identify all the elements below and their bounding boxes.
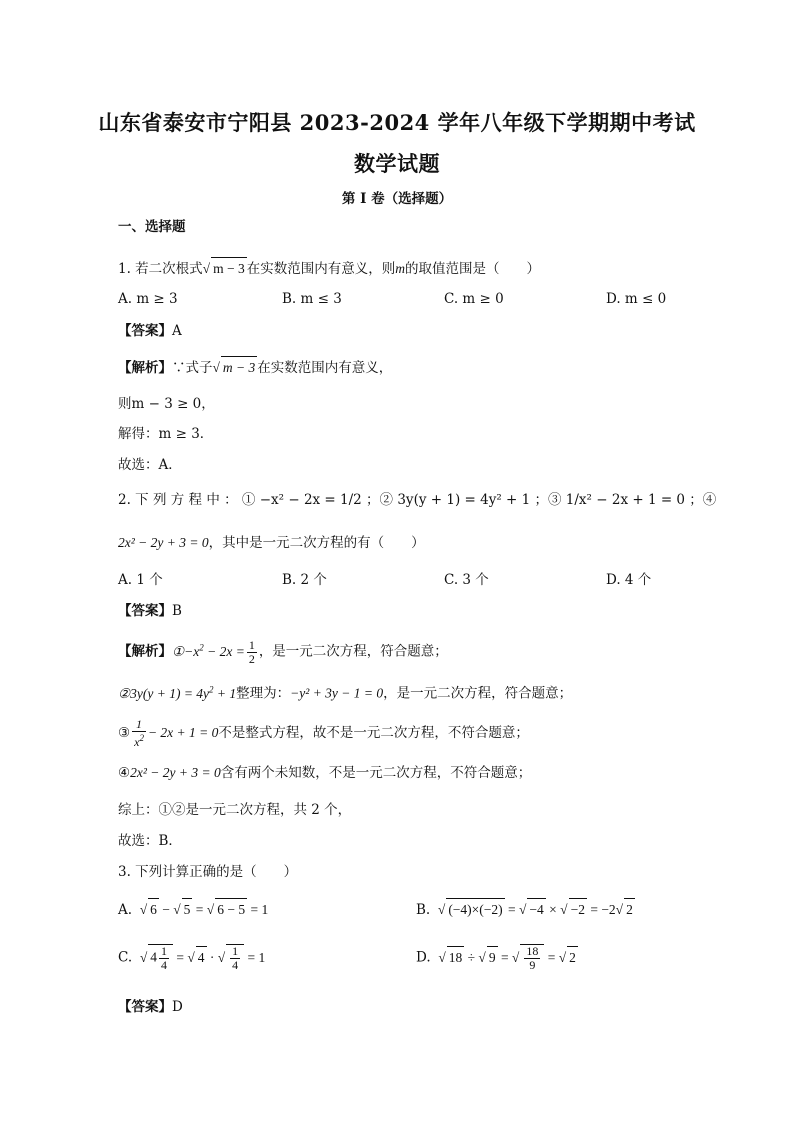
q3-stem: 3. 下列计算正确的是（ ） — [118, 864, 298, 880]
q1-analysis-radical: m − 3 — [221, 356, 257, 379]
q2-stem-post: ，其中是一元二次方程的有（ ） — [208, 535, 425, 551]
q1-option-d: D. m ≤ 0 — [606, 291, 667, 307]
q3-option-c: C. √ 4 $\frac{1}{4}$ = √ 4 · √ $\frac{1}{4}$ = 1 — [118, 944, 266, 972]
q1-analysis-post: 在实数范围内有意义， — [257, 360, 393, 376]
q1-stem-radical: m − 3 — [211, 257, 247, 280]
q1-conclusion: 故选：A． — [118, 457, 182, 473]
q3-option-d-label: D. — [416, 949, 431, 966]
part-heading: 第 I 卷（选择题） — [341, 191, 453, 207]
q1-option-a: A. m ≥ 3 — [118, 291, 178, 307]
q2-conclusion: 故选：B． — [118, 833, 182, 849]
q3-option-b: B. √ (−4)×(−2) = √ −4 × √ −2 = −2√ 2 — [416, 898, 635, 921]
q2-analysis-4-post: 含有两个未知数，不是一元二次方程，不符合题意； — [220, 765, 532, 781]
q2-analysis-1-post: ，是一元二次方程，符合题意； — [258, 643, 448, 660]
section-heading: 一、选择题 — [118, 219, 186, 235]
q2-stem-2 — [118, 532, 425, 554]
q2-analysis-4: ④2x² − 2y + 3 = 0含有两个未知数，不是一元二次方程，不符合题意； — [118, 765, 532, 781]
q2-analysis-2-mid: 整理为： — [236, 685, 291, 702]
q3-option-a-label: A. — [118, 902, 133, 918]
q2-analysis-3: ③ $\frac{1}{x^2}$ − 2x + 1 = 0不是整式方程，故不是一元二次方程，不符合题意； — [118, 717, 529, 749]
q1-analysis-1: 【解析】∵式子√ m − 3 在实数范围内有意义， — [118, 356, 392, 379]
q3-answer-value: D — [172, 999, 183, 1015]
q2-analysis-4-expr: 2x² − 2y + 3 = 0 — [130, 765, 221, 780]
q1-answer — [118, 320, 182, 342]
exam-title-line1: 山东省泰安市宁阳县 2023-2024 学年八年级下学期期中考试 — [98, 110, 696, 135]
answer-tag: 【答案】 — [118, 603, 172, 619]
q2-stem-1: 2. 下 列 方 程 中 ： ① −x² − 2x = 1/2 ；② 3y(y + 1) = 4y² + 1 ；③ 1/x² − 2x + 1 = 0 ；④ — [118, 492, 717, 508]
analysis-tag: 【解析】 — [118, 360, 172, 376]
q2-analysis-2-expr: −y² + 3y − 1 = 0 — [290, 685, 384, 701]
q1-option-b: B. m ≤ 3 — [282, 291, 342, 307]
q2-stem-expr: 2x² − 2y + 3 = 0 — [118, 535, 209, 550]
q2-analysis-2-post: ，是一元二次方程，符合题意； — [383, 685, 573, 702]
q1-stem-var: m — [395, 261, 405, 276]
q3-option-d: D. √ 18 ÷ √ 9 = √ $\frac{18}{9}$ = √ 2 — [416, 944, 576, 972]
q2-option-c: C. 3 个 — [444, 572, 489, 588]
q1-analysis-pre: ∵式子 — [172, 360, 213, 376]
q3-answer — [118, 996, 183, 1018]
q3-option-a: A. √ 6 − √ 5 = √ 6 − 5 = 1 — [118, 898, 268, 921]
q3-option-b-label: B. — [416, 902, 431, 918]
q3-option-c-label: C. — [118, 949, 133, 966]
q2-option-a: A. 1 个 — [118, 572, 163, 588]
q1-stem-pre: 1. 若二次根式 — [118, 261, 203, 277]
q1-stem-end: 的取值范围是（ ） — [404, 261, 540, 277]
q2-summary: 综上：①②是一元二次方程，共 2 个， — [118, 802, 352, 818]
q2-option-b: B. 2 个 — [282, 572, 327, 588]
q1-analysis-2: 则m − 3 ≥ 0， — [118, 396, 215, 412]
q1-analysis-3: 解得：m ≥ 3． — [118, 426, 214, 442]
answer-tag: 【答案】 — [118, 999, 172, 1015]
q1-option-c: C. m ≥ 0 — [444, 291, 504, 307]
q2-analysis-2: ②3y(y + $1) = 4y^2 + 1$整理为：−y² + 3y − 1 = 0，是一元二次方程，符合题意； — [118, 684, 573, 702]
q2-answer — [118, 600, 182, 622]
q1-answer-value: A — [172, 323, 182, 339]
q1-stem-post: 在实数范围内有意义，则 — [246, 261, 396, 277]
exam-title-line2: 数学试题 — [354, 151, 440, 176]
q2-answer-value: B — [172, 603, 182, 619]
analysis-tag: 【解析】 — [118, 643, 172, 660]
q2-option-d: D. 4 个 — [606, 572, 652, 588]
q2-analysis-1: 【解析】$①-x^2 - 2x$ = $\frac{1}{2}$ ，是一元二次方程，符合题意； — [118, 637, 448, 666]
q1-stem: 1. 若二次根式√ m − 3 在实数范围内有意义，则m的取值范围是（ ） — [118, 257, 540, 280]
q2-analysis-3-post: 不是整式方程，故不是一元二次方程，不符合题意； — [218, 725, 529, 741]
answer-tag: 【答案】 — [118, 323, 172, 339]
